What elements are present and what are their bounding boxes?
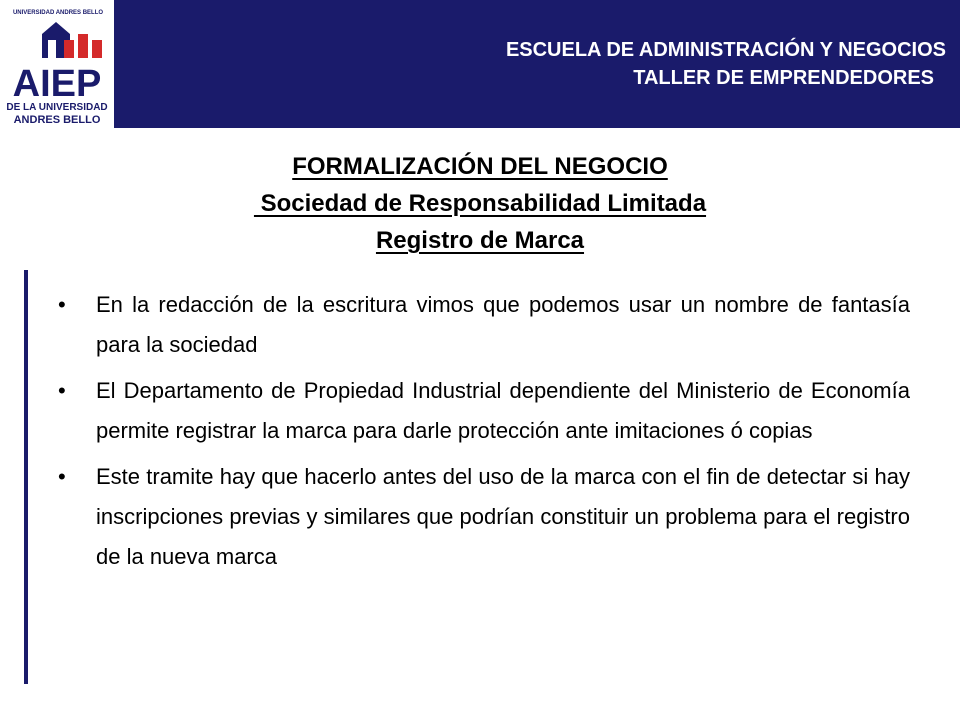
seal-window bbox=[48, 40, 56, 58]
bullet-icon: • bbox=[58, 378, 66, 403]
title-line-2 bbox=[0, 185, 960, 222]
bullet-text: El Departamento de Propiedad Industrial dependiente del Ministerio de Economía permite registrar la marca para darle protección ante imitaciones ó copias bbox=[96, 378, 910, 443]
bullet-icon: • bbox=[58, 464, 66, 489]
red-tower-left bbox=[64, 40, 74, 58]
bullet-text: Este tramite hay que hacerlo antes del uso de la marca con el fin de detectar si hay inscripciones previas y similares que podrían constituir un problema para el registro de la nueva marca bbox=[96, 464, 910, 569]
workshop-name: TALLER DE EMPRENDEDORES bbox=[633, 67, 934, 89]
aiep-logo bbox=[0, 0, 114, 128]
title-line-2-text: Sociedad de Responsabilidad Limitada bbox=[253, 190, 707, 217]
title-line-1 bbox=[0, 148, 960, 185]
title-line-1-text: FORMALIZACIÓN DEL NEGOCIO bbox=[292, 153, 668, 180]
aiep-logo-graphic bbox=[0, 0, 114, 128]
bullet-item bbox=[58, 457, 910, 577]
logo-subtitle-line1: DE LA UNIVERSIDAD bbox=[6, 102, 108, 113]
slide-title bbox=[0, 148, 960, 259]
school-name: ESCUELA DE ADMINISTRACIÓN Y NEGOCIOS bbox=[505, 39, 946, 61]
left-accent-rule bbox=[24, 270, 28, 684]
bullet-item bbox=[58, 285, 910, 365]
header-text bbox=[346, 36, 946, 92]
title-line-3-text: Registro de Marca bbox=[375, 227, 585, 254]
red-tower-mid bbox=[78, 34, 88, 58]
logo-subtitle-line2: ANDRES BELLO bbox=[13, 114, 101, 126]
title-line-3 bbox=[0, 222, 960, 259]
red-tower-right bbox=[92, 40, 102, 58]
bullet-icon: • bbox=[58, 292, 66, 317]
bullet-list bbox=[58, 285, 910, 583]
aiep-wordmark: AIEP bbox=[12, 63, 102, 105]
bullet-text: En la redacción de la escritura vimos que podemos usar un nombre de fantasía para la sociedad bbox=[96, 292, 910, 357]
bullet-item bbox=[58, 371, 910, 451]
header-bar bbox=[0, 0, 960, 128]
seal-text: UNIVERSIDAD ANDRES BELLO bbox=[12, 10, 104, 16]
